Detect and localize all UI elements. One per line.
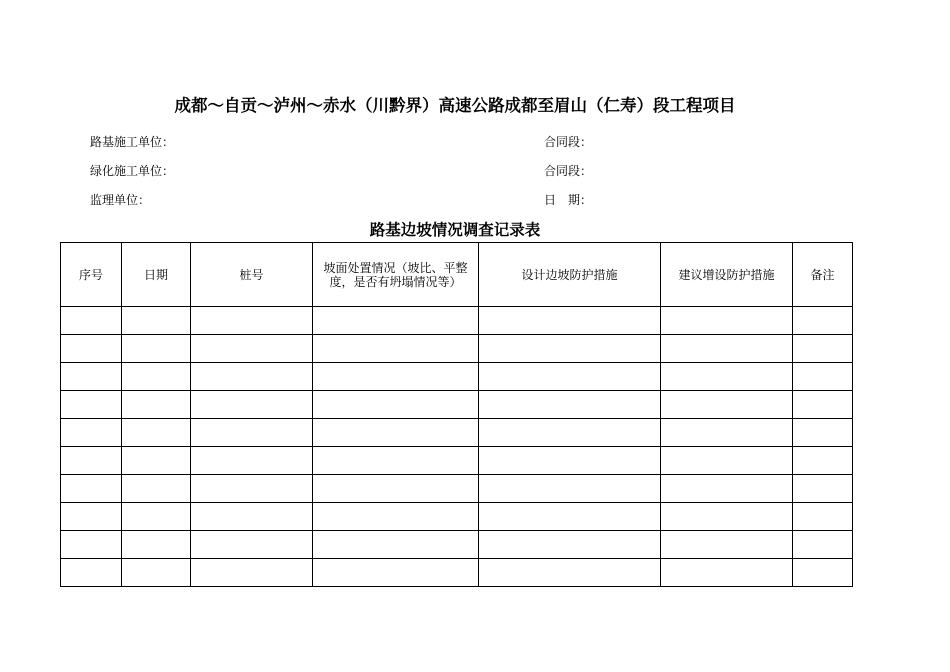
header-stake: 桩号 [191,243,313,307]
table-row [61,475,853,503]
table-row [61,391,853,419]
table-cell[interactable] [661,335,793,363]
table-cell[interactable] [313,559,479,587]
table-cell[interactable] [313,391,479,419]
document-title: 成都～自贡～泸州～赤水（川黔界）高速公路成都至眉山（仁寿）段工程项目 [174,96,736,115]
header-remarks: 备注 [793,243,853,307]
table-header-row [61,243,853,307]
table-cell[interactable] [191,559,313,587]
table-cell[interactable] [191,307,313,335]
table-cell[interactable] [661,559,793,587]
header-suggested-protection: 建议增设防护措施 [661,243,793,307]
table-cell[interactable] [479,335,661,363]
table-cell[interactable] [191,391,313,419]
table-cell[interactable] [793,419,853,447]
table-cell[interactable] [61,391,122,419]
table-cell[interactable] [191,363,313,391]
table-cell[interactable] [479,363,661,391]
table-cell[interactable] [122,503,191,531]
table-row [61,447,853,475]
table-cell[interactable] [122,531,191,559]
table-cell[interactable] [122,391,191,419]
table-cell[interactable] [122,335,191,363]
table-cell[interactable] [661,447,793,475]
table-cell[interactable] [793,531,853,559]
table-cell[interactable] [313,503,479,531]
date-label: 日 期： [544,193,593,207]
roadbed-unit-label: 路基施工单位： [90,135,175,149]
table-cell[interactable] [122,475,191,503]
table-cell[interactable] [191,335,313,363]
table-cell[interactable] [793,559,853,587]
table-row [61,335,853,363]
table-row [61,419,853,447]
table-cell[interactable] [793,503,853,531]
table-row [61,559,853,587]
table-cell[interactable] [313,447,479,475]
table-cell[interactable] [479,447,661,475]
table-cell[interactable] [313,419,479,447]
table-cell[interactable] [122,363,191,391]
table-cell[interactable] [661,307,793,335]
table-cell[interactable] [793,363,853,391]
supervision-unit-label: 监理单位： [90,193,151,207]
table-cell[interactable] [61,503,122,531]
table-row [61,503,853,531]
table-cell[interactable] [191,419,313,447]
table-cell[interactable] [191,531,313,559]
table-cell[interactable] [61,475,122,503]
table-row [61,363,853,391]
table-cell[interactable] [61,531,122,559]
table-cell[interactable] [313,475,479,503]
table-cell[interactable] [793,391,853,419]
table-cell[interactable] [122,307,191,335]
table-cell[interactable] [61,447,122,475]
table-cell[interactable] [122,559,191,587]
table-cell[interactable] [479,531,661,559]
table-cell[interactable] [479,419,661,447]
table-cell[interactable] [191,447,313,475]
table-cell[interactable] [313,335,479,363]
header-slope-condition: 坡面处置情况（坡比、平整度，是否有坍塌情况等） [313,243,479,307]
table-cell[interactable] [61,559,122,587]
header-design-protection: 设计边坡防护措施 [479,243,661,307]
table-cell[interactable] [61,335,122,363]
table-row [61,531,853,559]
contract-section-label-1: 合同段： [544,135,593,149]
table-row [61,307,853,335]
slope-survey-table [60,242,853,587]
header-seq: 序号 [61,243,122,307]
table-cell[interactable] [661,391,793,419]
table-cell[interactable] [61,307,122,335]
table-cell[interactable] [661,531,793,559]
table-cell[interactable] [61,363,122,391]
table-cell[interactable] [661,475,793,503]
table-cell[interactable] [793,307,853,335]
header-date: 日期 [122,243,191,307]
table-cell[interactable] [313,531,479,559]
table-cell[interactable] [191,503,313,531]
table-cell[interactable] [661,419,793,447]
table-cell[interactable] [479,307,661,335]
table-cell[interactable] [661,503,793,531]
table-cell[interactable] [793,475,853,503]
table-cell[interactable] [793,447,853,475]
table-cell[interactable] [793,335,853,363]
table-cell[interactable] [191,475,313,503]
greening-unit-label: 绿化施工单位： [90,164,175,178]
table-cell[interactable] [479,559,661,587]
form-subtitle: 路基边坡情况调查记录表 [369,220,541,239]
table-cell[interactable] [61,419,122,447]
table-cell[interactable] [661,363,793,391]
table-cell[interactable] [479,475,661,503]
contract-section-label-2: 合同段： [544,164,593,178]
table-cell[interactable] [313,363,479,391]
table-cell[interactable] [313,307,479,335]
table-cell[interactable] [479,503,661,531]
table-cell[interactable] [122,419,191,447]
table-cell[interactable] [479,391,661,419]
table-cell[interactable] [122,447,191,475]
